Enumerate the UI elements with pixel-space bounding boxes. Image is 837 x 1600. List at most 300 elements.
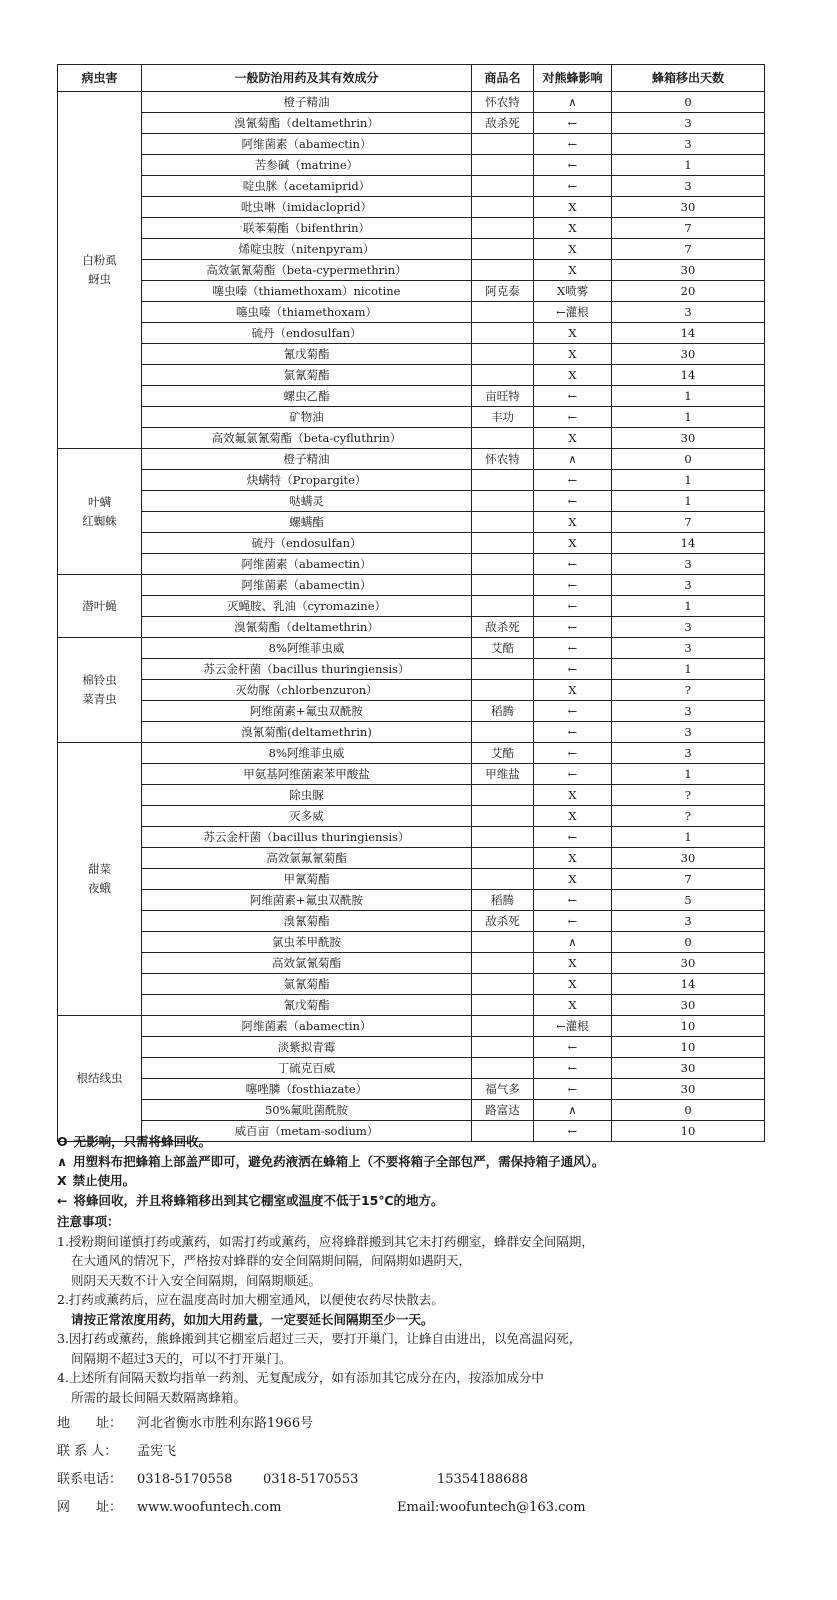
attention-line: 所需的最长间隔天数隔离蜂箱。 [71,1389,247,1405]
days-cell: 1 [612,659,765,680]
brand-cell [472,302,534,323]
bee-effect-cell: ← [534,134,612,155]
table-row [58,1100,765,1121]
email-link[interactable]: Email:woofuntech@163.com [397,1500,586,1515]
bee-effect-cell: X [534,239,612,260]
website-link[interactable]: www.woofuntech.com [137,1500,282,1515]
legend-text: 禁止使用。 [72,1173,136,1188]
ingredient-cell: 8%阿维菲虫威 [142,743,472,764]
brand-cell: 艾酷 [472,638,534,659]
days-cell: 30 [612,197,765,218]
brand-cell: 怀农特 [472,449,534,470]
brand-cell [472,1016,534,1037]
bee-effect-cell: ← [534,575,612,596]
ingredient-cell: 矿物油 [142,407,472,428]
legend-symbol: O [57,1134,68,1149]
ingredient-cell: 吡虫啉（imidacloprid） [142,197,472,218]
table-row [58,995,765,1016]
pesticide-table-container [57,64,764,1142]
brand-cell: 稻腾 [472,890,534,911]
attention-line: 则阴天天数不计入安全间隔期，间隔期顺延。 [71,1272,322,1288]
ingredient-cell: 苏云金杆菌（bacillus thuringiensis） [142,827,472,848]
days-cell: 1 [612,596,765,617]
ingredient-cell: 氯氰菊酯 [142,974,472,995]
bee-effect-cell: X [534,512,612,533]
brand-cell [472,869,534,890]
bee-effect-cell: ← [534,659,612,680]
bee-effect-cell: ← [534,911,612,932]
bee-effect-cell: X [534,197,612,218]
legend-item [57,1171,817,1191]
person-value: 孟宪飞 [137,1444,177,1459]
days-cell: 14 [612,323,765,344]
bee-effect-cell: ← [534,1058,612,1079]
days-cell: 1 [612,491,765,512]
legend-item [57,1152,817,1172]
table-row [58,302,765,323]
days-cell: 7 [612,239,765,260]
notes-section [57,1132,817,1407]
ingredient-cell: 阿维菌素（abamectin） [142,1016,472,1037]
table-row [58,617,765,638]
pest-name: 叶螨 [88,494,111,509]
pest-name: 夜蛾 [88,881,111,895]
pest-name-cell [58,1016,142,1142]
phone-3: 15354188688 [437,1472,528,1487]
ingredient-cell: 苏云金杆菌（bacillus thuringiensis） [142,659,472,680]
brand-cell [472,995,534,1016]
brand-cell [472,239,534,260]
table-row [58,239,765,260]
ingredient-cell: 阿维菌素（abamectin） [142,575,472,596]
table-row [58,197,765,218]
days-cell: 0 [612,1100,765,1121]
days-cell: 1 [612,764,765,785]
address-value: 河北省衡水市胜利东路1966号 [137,1416,314,1431]
table-row [58,932,765,953]
days-cell: 1 [612,470,765,491]
bee-effect-cell: ← [534,554,612,575]
brand-cell [472,974,534,995]
days-cell: 0 [612,449,765,470]
bee-effect-cell: ← [534,638,612,659]
brand-cell [472,596,534,617]
brand-cell [472,722,534,743]
days-cell: 3 [612,911,765,932]
pesticide-table [57,64,765,1142]
table-row [58,155,765,176]
table-row [58,890,765,911]
table-row [58,827,765,848]
days-cell: 30 [612,260,765,281]
person-label: 联 系 人： [57,1444,118,1459]
table-row [58,365,765,386]
pest-name: 蚜虫 [88,272,111,286]
ingredient-cell: 硫丹（endosulfan） [142,323,472,344]
days-cell: 1 [612,407,765,428]
brand-cell [472,680,534,701]
bee-effect-cell: ∧ [534,1100,612,1121]
legend-text: 用塑料布把蜂箱上部盖严即可，避免药液洒在蜂箱上（不要将箱子全部包严，需保持箱子通风）。 [73,1153,605,1169]
attention-item-4 [57,1368,817,1407]
attention-item-2 [57,1290,817,1329]
days-cell: 3 [612,638,765,659]
contact-phone-row [57,1466,817,1494]
brand-cell [472,134,534,155]
ingredient-cell: 氰戊菊酯 [142,344,472,365]
pest-name: 甜菜 [88,862,111,876]
header-brand: 商品名 [472,65,534,92]
bee-effect-cell: ← [534,764,612,785]
days-cell: 20 [612,281,765,302]
phone-label: 联系电话： [57,1472,123,1487]
bee-effect-cell: ← [534,617,612,638]
days-cell: 14 [612,974,765,995]
brand-cell: 亩旺特 [472,386,534,407]
header-ingredient: 一般防治用药及其有效成分 [142,65,472,92]
days-cell: 7 [612,869,765,890]
bee-effect-cell: ← [534,491,612,512]
days-cell: 3 [612,701,765,722]
legend-symbol: X [57,1173,67,1188]
table-row [58,1037,765,1058]
bee-effect-cell: X [534,869,612,890]
table-row [58,785,765,806]
table-row [58,722,765,743]
table-row [58,848,765,869]
brand-cell [472,512,534,533]
table-row [58,953,765,974]
ingredient-cell: 高效氯氟氰菊酯 [142,848,472,869]
table-row [58,911,765,932]
ingredient-cell: 烯啶虫胺（nitenpyram） [142,239,472,260]
bee-effect-cell: X [534,365,612,386]
table-row [58,218,765,239]
bee-effect-cell: X [534,785,612,806]
bee-effect-cell: X [534,848,612,869]
table-row [58,596,765,617]
bee-effect-cell: X [534,680,612,701]
table-row [58,428,765,449]
table-row [58,575,765,596]
contact-section [57,1410,817,1522]
brand-cell [472,491,534,512]
attention-item-1 [57,1232,817,1291]
ingredient-cell: 溴氰菊酯 [142,911,472,932]
brand-cell [472,785,534,806]
table-row [58,134,765,155]
bee-effect-cell: ← [534,890,612,911]
table-row [58,1058,765,1079]
ingredient-cell: 氯氰菊酯 [142,365,472,386]
attention-line: 2.打药或薰药后，应在温度高时加大棚室通风，以便使农药尽快散去。 [57,1292,444,1307]
ingredient-cell: 橙子精油 [142,449,472,470]
bee-effect-cell: ←灌根 [534,302,612,323]
ingredient-cell: 溴氰菊酯（deltamethrin） [142,113,472,134]
bee-effect-cell: ← [534,113,612,134]
attention-line-bold: 请按正常浓度用药，如加大用药量，一定要延长间隔期至少一天。 [71,1311,434,1327]
pest-name: 白粉虱 [82,253,117,267]
table-row [58,113,765,134]
contact-address-row [57,1410,817,1438]
pest-name-cell [58,638,142,743]
pest-name: 红蜘蛛 [82,513,117,528]
ingredient-cell: 阿维菌素+氟虫双酰胺 [142,890,472,911]
ingredient-cell: 甲氨基阿维菌素苯甲酸盐 [142,764,472,785]
pest-name: 菜青虫 [82,692,117,706]
brand-cell [472,260,534,281]
contact-person-row [57,1438,817,1466]
bee-effect-cell: X [534,533,612,554]
pest-name: 棉铃虫 [82,673,117,687]
table-row [58,386,765,407]
bee-effect-cell: X [534,995,612,1016]
bee-effect-cell: X [534,323,612,344]
days-cell: 5 [612,890,765,911]
legend-text: 无影响，只需将蜂回收。 [73,1134,212,1149]
brand-cell: 阿克泰 [472,281,534,302]
days-cell: 7 [612,218,765,239]
days-cell: 3 [612,113,765,134]
table-row [58,491,765,512]
attention-title: 注意事项： [57,1214,120,1229]
pest-name: 根结线虫 [76,1071,123,1085]
table-row [58,701,765,722]
brand-cell [472,827,534,848]
phone-1: 0318-5170558 [137,1472,233,1487]
brand-cell: 怀农特 [472,92,534,113]
header-pest: 病虫害 [58,65,142,92]
attention-line: 1.授粉期间谨慎打药或薰药，如需打药或薰药，应将蜂群搬到其它未打药棚室，蜂群安全间隔期， [57,1233,594,1249]
ingredient-cell: 高效氯氰菊酯 [142,953,472,974]
brand-cell [472,344,534,365]
bee-effect-cell: ← [534,596,612,617]
brand-cell [472,1058,534,1079]
table-row [58,260,765,281]
table-row [58,638,765,659]
ingredient-cell: 8%阿维菲虫威 [142,638,472,659]
brand-cell: 敌杀死 [472,617,534,638]
ingredient-cell: 氰戊菊酯 [142,995,472,1016]
ingredient-cell: 灭幼脲（chlorbenzuron） [142,680,472,701]
bee-effect-cell: ←灌根 [534,1016,612,1037]
table-header-row [58,65,765,92]
ingredient-cell: 丁硫克百威 [142,1058,472,1079]
table-row [58,1079,765,1100]
days-cell: 1 [612,827,765,848]
attention-line: 在大通风的情况下，严格按对蜂群的安全间隔期间隔，间隔期如遇阴天， [71,1253,472,1268]
ingredient-cell: 联苯菊酯（bifenthrin） [142,218,472,239]
table-row [58,533,765,554]
ingredient-cell: 高效氯氰菊酯（beta-cypermethrin） [142,260,472,281]
ingredient-cell: 溴氰菊酯(deltamethrin) [142,722,472,743]
brand-cell [472,932,534,953]
days-cell: 3 [612,176,765,197]
address-label: 地 址： [57,1416,123,1431]
bee-effect-cell: X [534,218,612,239]
days-cell: 30 [612,995,765,1016]
bee-effect-cell: ← [534,155,612,176]
bee-effect-cell: X [534,344,612,365]
table-body [58,92,765,1142]
contact-web-row [57,1494,817,1522]
header-bee-effect: 对熊蜂影响 [534,65,612,92]
brand-cell [472,155,534,176]
bee-effect-cell: ∧ [534,932,612,953]
legend-symbol: ← [57,1192,68,1208]
brand-cell [472,953,534,974]
bee-effect-cell: ← [534,1037,612,1058]
brand-cell [472,806,534,827]
ingredient-cell: 噻虫嗪（thiamethoxam） [142,302,472,323]
brand-cell: 艾酷 [472,743,534,764]
ingredient-cell: 淡紫拟青霉 [142,1037,472,1058]
bee-effect-cell: ← [534,176,612,197]
ingredient-cell: 灭多威 [142,806,472,827]
ingredient-cell: 螺螨酯 [142,512,472,533]
ingredient-cell: 炔螨特（Propargite） [142,470,472,491]
bee-effect-cell: ← [534,386,612,407]
table-row [58,1016,765,1037]
ingredient-cell: 50%氟吡菌酰胺 [142,1100,472,1121]
brand-cell [472,554,534,575]
brand-cell: 甲维盐 [472,764,534,785]
bee-effect-cell: ← [534,1121,612,1142]
legend-symbol: ∧ [57,1153,68,1169]
web-label: 网 址： [57,1500,123,1515]
days-cell: 0 [612,932,765,953]
bee-effect-cell: X [534,806,612,827]
bee-effect-cell: ← [534,722,612,743]
table-row [58,974,765,995]
brand-cell [472,848,534,869]
pest-name-cell [58,449,142,575]
brand-cell [472,218,534,239]
bee-effect-cell: ← [534,407,612,428]
bee-effect-cell: X [534,428,612,449]
attention-item-3 [57,1329,817,1368]
bee-effect-cell: ← [534,743,612,764]
table-row [58,407,765,428]
table-row [58,281,765,302]
legend [57,1132,817,1210]
pest-name-cell [58,92,142,449]
brand-cell [472,323,534,344]
brand-cell [472,575,534,596]
bee-effect-cell: ← [534,470,612,491]
ingredient-cell: 橙子精油 [142,92,472,113]
legend-text: 将蜂回收，并且将蜂箱移出到其它棚室或温度不低于15℃的地方。 [73,1192,444,1208]
attention-line: 4.上述所有间隔天数均指单一药剂、无复配成分，如有添加其它成分在内，按添加成分中 [57,1370,544,1385]
ingredient-cell: 噻唑膦（fosthiazate） [142,1079,472,1100]
header-days: 蜂箱移出天数 [612,65,765,92]
days-cell: 3 [612,743,765,764]
bee-effect-cell: ← [534,827,612,848]
brand-cell: 稻腾 [472,701,534,722]
ingredient-cell: 阿维菌素+氟虫双酰胺 [142,701,472,722]
phone-2: 0318-5170553 [263,1472,359,1487]
ingredient-cell: 溴氰菊酯（deltamethrin） [142,617,472,638]
days-cell: 3 [612,722,765,743]
ingredient-cell: 甲氰菊酯 [142,869,472,890]
days-cell: 1 [612,386,765,407]
pest-name: 潜叶蝇 [82,598,117,613]
days-cell: 3 [612,575,765,596]
brand-cell [472,428,534,449]
brand-cell: 福气多 [472,1079,534,1100]
table-row [58,806,765,827]
days-cell: 14 [612,365,765,386]
ingredient-cell: 威百亩（metam-sodium） [142,1121,472,1142]
days-cell: 30 [612,848,765,869]
brand-cell [472,470,534,491]
ingredient-cell: 高效氟氯氰菊酯（beta-cyfluthrin） [142,428,472,449]
ingredient-cell: 阿维菌素（abamectin） [142,554,472,575]
days-cell: 3 [612,302,765,323]
ingredient-cell: 噻虫嗪（thiamethoxam）nicotine [142,281,472,302]
table-row [58,554,765,575]
table-row [58,92,765,113]
days-cell: 30 [612,428,765,449]
legend-item [57,1191,817,1211]
table-row [58,659,765,680]
days-cell: 3 [612,134,765,155]
ingredient-cell: 硫丹（endosulfan） [142,533,472,554]
brand-cell: 丰功 [472,407,534,428]
days-cell: ? [612,806,765,827]
bee-effect-cell: ∧ [534,92,612,113]
table-row [58,470,765,491]
days-cell: 30 [612,1079,765,1100]
ingredient-cell: 苦参碱（matrine） [142,155,472,176]
days-cell: 1 [612,155,765,176]
pest-name-cell [58,743,142,1016]
brand-cell [472,1037,534,1058]
table-row [58,869,765,890]
days-cell: 10 [612,1037,765,1058]
brand-cell: 路富达 [472,1100,534,1121]
table-row [58,512,765,533]
bee-effect-cell: X [534,974,612,995]
table-row [58,680,765,701]
brand-cell [472,659,534,680]
attention-line: 间隔期不超过3天的，可以不打开巢门。 [71,1350,292,1366]
days-cell: 10 [612,1121,765,1142]
bee-effect-cell: X [534,953,612,974]
ingredient-cell: 灭蝇胺、乳油（cyromazine） [142,596,472,617]
brand-cell [472,176,534,197]
brand-cell: 敌杀死 [472,911,534,932]
table-row [58,764,765,785]
days-cell: 14 [612,533,765,554]
table-row [58,176,765,197]
brand-cell [472,533,534,554]
ingredient-cell: 啶虫脒（acetamiprid） [142,176,472,197]
brand-cell [472,197,534,218]
table-row [58,743,765,764]
brand-cell [472,365,534,386]
days-cell: 30 [612,344,765,365]
ingredient-cell: 除虫脲 [142,785,472,806]
ingredient-cell: 氯虫苯甲酰胺 [142,932,472,953]
days-cell: 30 [612,953,765,974]
days-cell: 10 [612,1016,765,1037]
table-row [58,323,765,344]
bee-effect-cell: ← [534,701,612,722]
brand-cell: 敌杀死 [472,113,534,134]
bee-effect-cell: ∧ [534,449,612,470]
ingredient-cell: 螺虫乙酯 [142,386,472,407]
